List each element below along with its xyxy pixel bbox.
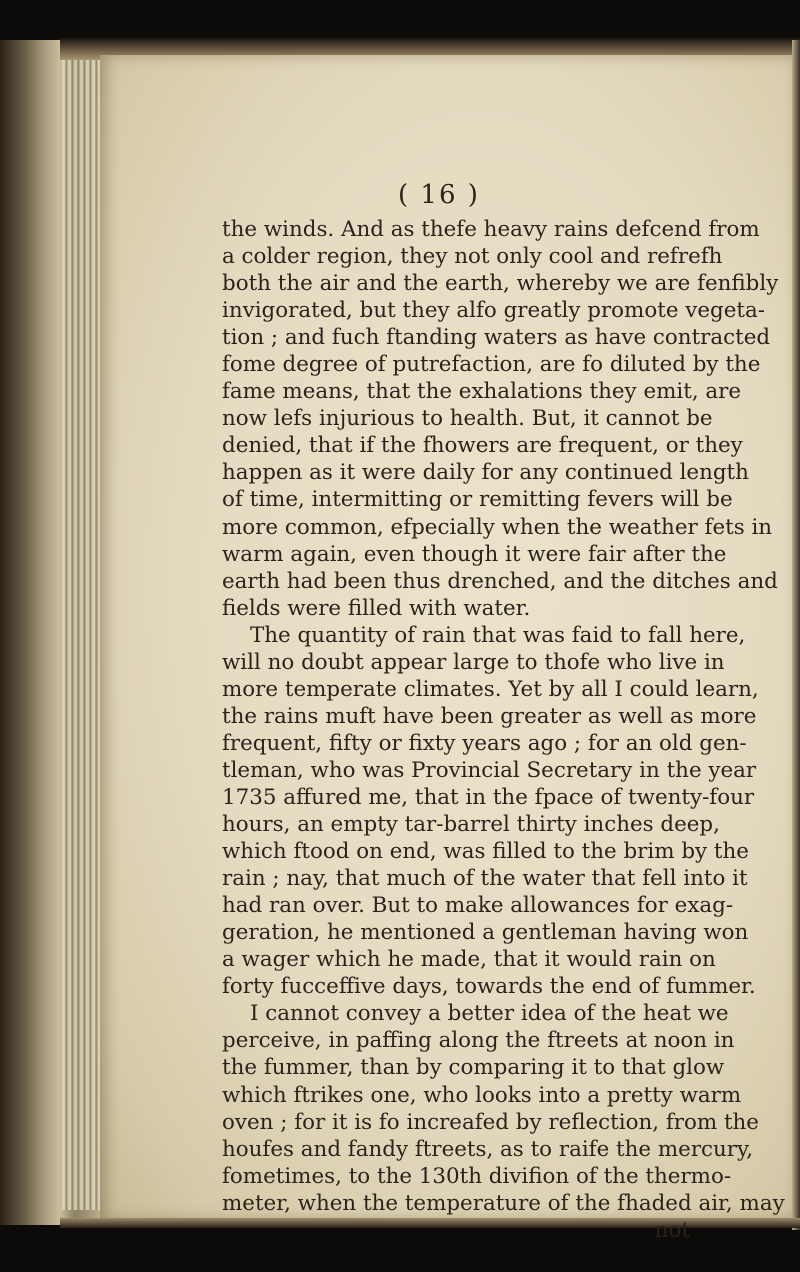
text-line: denied, that if the fhowers are frequent, or they bbox=[222, 433, 743, 459]
text-line: hours, an empty tar-barrel thirty inches deep, bbox=[222, 812, 720, 838]
text-line: frequent, fifty or fixty years ago ; for an old gen- bbox=[222, 730, 747, 756]
paragraph-start: The quantity of rain that was faid to fall here, bbox=[250, 622, 746, 648]
text-line: more temperate climates. Yet by all I could learn, bbox=[222, 676, 759, 702]
text-line: perceive, in paffing along the ftreets at noon in bbox=[222, 1028, 735, 1054]
text-line: more common, efpecially when the weather fets in bbox=[222, 514, 773, 540]
text-line: fometimes, to the 130th divifion of the thermo- bbox=[222, 1163, 732, 1189]
text-line: happen as it were daily for any continued length bbox=[222, 460, 749, 486]
cover-right-edge bbox=[792, 40, 800, 1230]
text-line: 1735 affured me, that in the fpace of twenty-four bbox=[222, 784, 755, 810]
text-line: both the air and the earth, whereby we are fenfibly bbox=[222, 271, 779, 297]
page-edges bbox=[62, 60, 102, 1210]
text-line: houfes and fandy ftreets, as to raife the mercury, bbox=[222, 1136, 754, 1162]
text-line: had ran over. But to make allowances for exag- bbox=[222, 893, 734, 919]
text-line: fields were filled with water. bbox=[222, 595, 531, 621]
text-line: of time, intermitting or remitting fevers will be bbox=[222, 487, 733, 513]
text-line: tion ; and fuch ftanding waters as have contracted bbox=[222, 325, 771, 351]
text-line: the fummer, than by comparing it to that glow bbox=[222, 1055, 725, 1081]
page-number: ( 16 ) bbox=[398, 180, 480, 210]
catchword: not bbox=[654, 1217, 690, 1243]
text-line: which ftrikes one, who looks into a pretty warm bbox=[222, 1082, 742, 1108]
text-line: a colder region, they not only cool and refrefh bbox=[222, 244, 723, 270]
text-line: now lefs injurious to health. But, it cannot be bbox=[222, 406, 713, 432]
text-line: a wager which he made, that it would rain on bbox=[222, 947, 716, 973]
text-line: geration, he mentioned a gentleman having won bbox=[222, 920, 749, 946]
text-line: will no doubt appear large to thofe who live in bbox=[222, 649, 725, 675]
paragraph-start: I cannot convey a better idea of the heat we bbox=[250, 1001, 729, 1027]
text-line: forty fucceffive days, towards the end of fummer. bbox=[222, 974, 756, 1000]
text-line: fome degree of putrefaction, are fo diluted by the bbox=[222, 352, 761, 378]
text-line: oven ; for it is fo increafed by reflection, from the bbox=[222, 1109, 759, 1135]
text-line: warm again, even though it were fair after the bbox=[222, 541, 727, 567]
text-line: earth had been thus drenched, and the ditches and bbox=[222, 568, 778, 594]
text-line: which ftood on end, was filled to the brim by the bbox=[222, 839, 749, 865]
text-line: the winds. And as thefe heavy rains defcend from bbox=[222, 217, 760, 242]
text-line: the rains muft have been greater as well as more bbox=[222, 703, 757, 729]
text-line: tleman, who was Provincial Secretary in the year bbox=[222, 757, 757, 783]
text-line: rain ; nay, that much of the water that fell into it bbox=[222, 866, 748, 892]
text-line: meter, when the temperature of the fhaded air, may bbox=[222, 1190, 785, 1216]
page-text bbox=[222, 216, 785, 1244]
text-line: fame means, that the exhalations they emit, are bbox=[222, 379, 742, 405]
text-line: invigorated, but they alfo greatly promote vegeta- bbox=[222, 298, 765, 324]
